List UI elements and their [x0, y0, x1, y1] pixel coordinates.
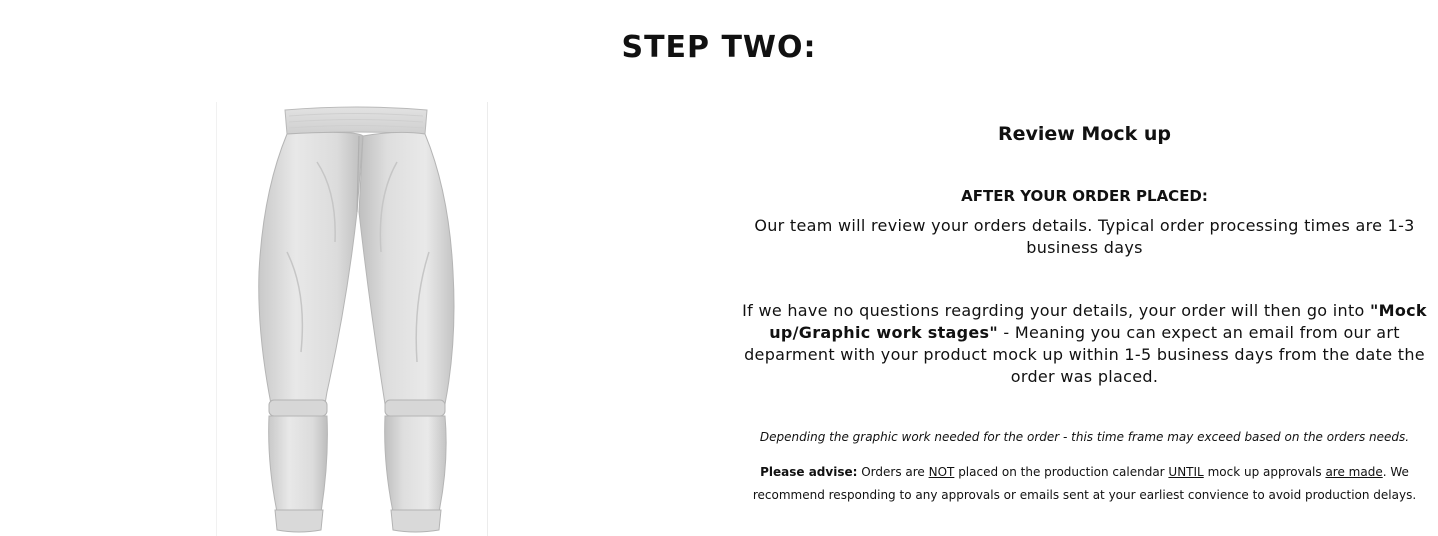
mockup-stage-text	[733, 300, 1436, 388]
mockup-stage-label: "Mock up/Graphic work stages"	[769, 301, 1427, 342]
advise-label: Please advise:	[760, 465, 858, 479]
advise-text-3: mock up approvals	[1203, 465, 1326, 479]
review-mockup-section	[733, 112, 1436, 507]
advise-until: UNTIL	[1168, 465, 1204, 479]
timeframe-note: Depending the graphic work needed for the order - this time frame may exceed based on the orders needs.	[759, 430, 1410, 444]
processing-time-text: Our team will review your orders details. Typical order processing times are 1-3 business days	[754, 216, 1415, 257]
advise-text-2: placed on the production calendar	[954, 465, 1169, 479]
after-order-heading: AFTER YOUR ORDER PLACED:	[961, 187, 1208, 205]
advise-are-made: are made	[1325, 465, 1383, 479]
advise-not: NOT	[928, 465, 955, 479]
mockup-rest: - Meaning you can expect an email from our art deparment with your product mock up within 1-5 business days from the date the order was placed.	[744, 323, 1425, 386]
mockup-intro: If we have no questions reagrding your details, your order will then go into	[742, 301, 1370, 320]
product-mockup-image	[216, 102, 488, 536]
review-mockup-title: Review Mock up	[997, 123, 1172, 145]
advise-text-1: Orders are	[857, 465, 929, 479]
pants-mockup-graphic	[217, 102, 487, 536]
please-advise-text	[733, 461, 1436, 507]
step-title: STEP TWO:	[621, 30, 817, 65]
advise-text-4: . We recommend responding to any approvals or emails sent at your earliest convience to avoid production delays.	[752, 465, 1417, 502]
